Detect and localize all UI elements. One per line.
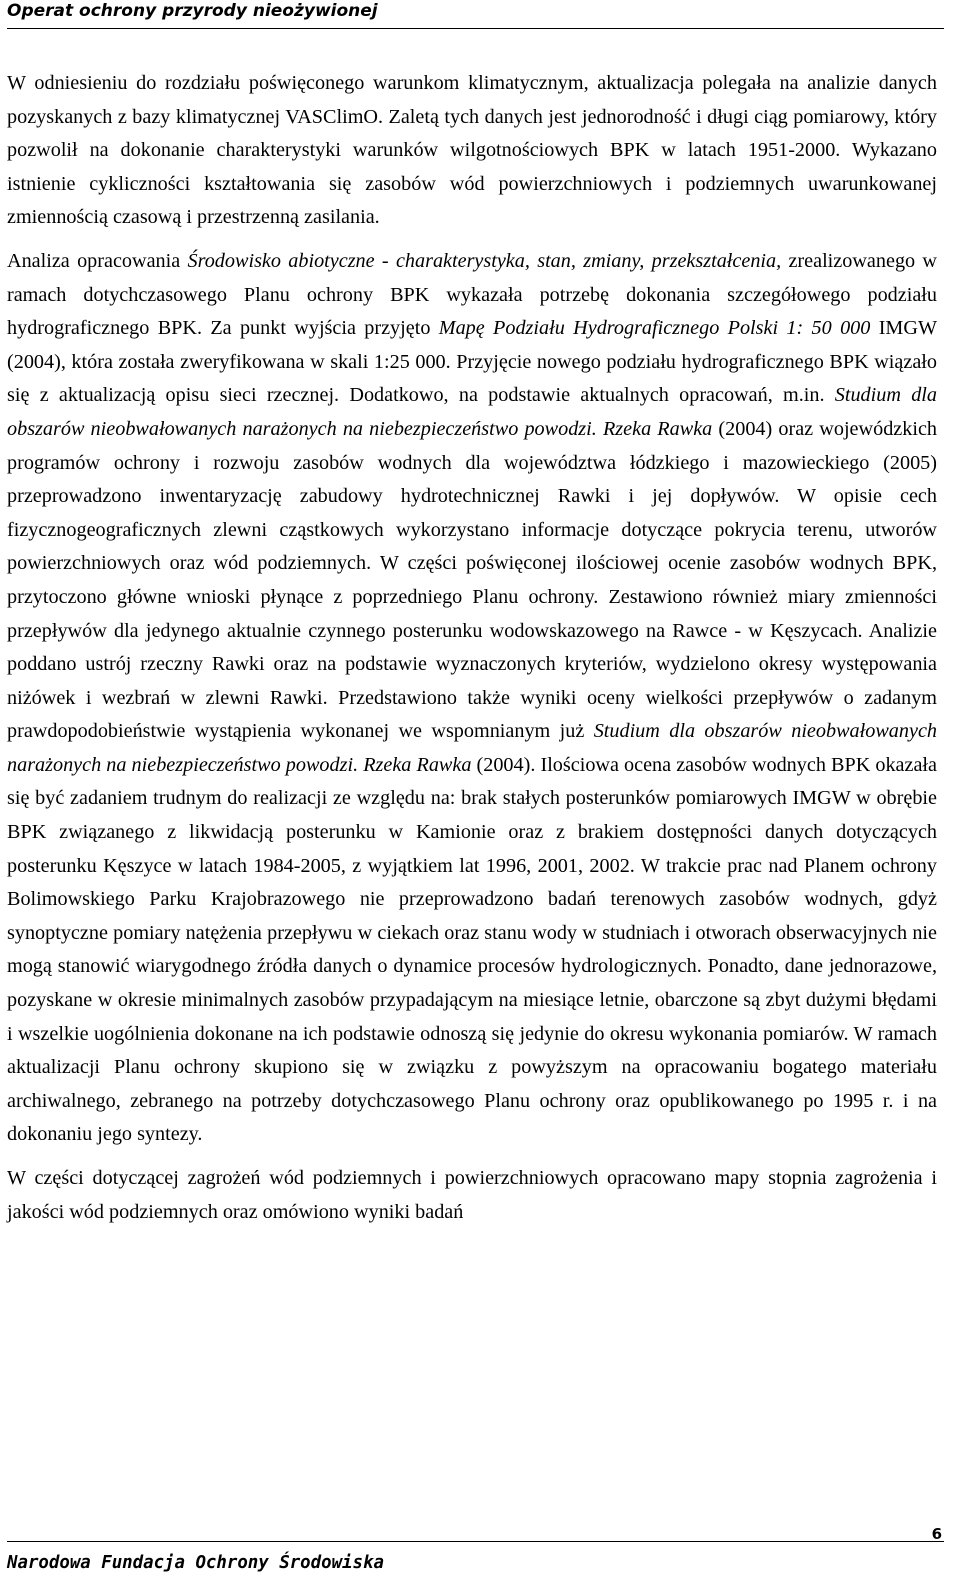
text-run: (2004) oraz wojewódzkich programów ochrony i rozwoju zasobów wodnych dla województwa łódzkiego i mazowieckiego (2005) przeprowadzono inwentaryzację zabudowy hydrotechnicznej Rawki i jej dopływów. W opisie cech fizycznogeograficznych zlewni cząstkowych wykorzystano informacje dotyczące pokrycia terenu, utworów powierzchniowych oraz wód podziemnych. W części poświęconej ilościowej ocenie zasobów wodnych BPK, przytoczono główne wnioski płynące z poprzedniego Planu ochrony. Zestawiono również miary zmienności przepływów dla jedynego aktualnie czynnego posterunku wodowskazowego na Rawce - w Kęszycach. Analizie poddano ustrój rzeczny Rawki oraz na podstawie wyznaczonych kryteriów, wydzielono okresy występowania niżówek i wezbrań w zlewni Rawki. Przedstawiono także wyniki oceny wielkości przepływów o zadanym prawdopodobieństwie wystąpienia wykonanej we wspomnianym już xyxy=(7,417,938,743)
page-number: 6 xyxy=(931,1525,942,1543)
italic-title-run: Mapę Podziału Hydrograficznego Polski 1: 50 000 xyxy=(438,317,871,340)
italic-title-run: Studium dla obszarów nieobwałowanych narażonych na niebezpieczeństwo powodzi. Rzeka Rawka xyxy=(7,384,937,440)
header-title: Operat ochrony przyrody nieożywionej xyxy=(7,1,378,21)
text-run: (2004). Ilościowa ocena zasobów wodnych BPK okazała się być zadaniem trudnym do realizacji ze względu na: brak stałych posterunków pomiarowych IMGW w obrębie BPK związanego z likwidacją posterunku w Kamionie oraz z brakiem dostępności danych dotyczących posterunku Kęszyce w latach 1984-2005, z wyjątkiem lat 1996, 2001, 2002. W trakcie prac nad Planem ochrony Bolimowskiego Parku Krajobrazowego nie przeprowadzono badań terenowych zasobów wodnych, gdyż synoptyczne pomiary natężenia przepływu w ciekach oraz stanu wody w studniach i otworach obserwacyjnych nie mogą stanowić wiarygodnego źródła danych o dynamice procesów hydrologicznych. Ponadto, dane jednorazowe, pozyskane w okresie minimalnych zasobów przypadającym na miesiące letnie, obarczone są zbyt dużymi błędami i wszelkie uogólnienia dokonane na ich podstawie odnoszą się jedynie do okresu wykonania pomiarów. W ramach aktualizacji Planu ochrony skupiono się w związku z powyższym na opracowaniu bogatego materiału archiwalnego, zebranego na potrzeby dotychczasowego Planu ochrony oraz opublikowanego po 1995 r. i na dokonaniu jego syntezy. xyxy=(7,753,937,1146)
italic-title-run: Środowisko abiotyczne - charakterystyka, stan, zmiany, przekształcenia, xyxy=(187,249,782,272)
paragraph-3 xyxy=(7,1162,937,1229)
footer-divider xyxy=(7,1541,944,1542)
text-run: zrealizowanego w ramach dotychczasowego Planu ochrony BPK wykazała potrzebę dokonania szczegółowego podziału hydrograficznego BPK. Za punkt wyjścia przyjęto xyxy=(7,249,938,340)
text-run: W części dotyczącej zagrożeń wód podziemnych i powierzchniowych opracowano mapy stopnia zagrożenia i jakości wód podziemnych oraz omówiono wyniki badań xyxy=(7,1167,937,1223)
text-run: IMGW (2004), która została zweryfikowana w skali 1:25 000. Przyjęcie nowego podziału hydrograficznego BPK wiązało się z aktualizacją opisu sieci rzecznej. Dodatkowo, na podstawie aktualnych opracowań, m.in. xyxy=(7,317,937,407)
document-body xyxy=(7,67,937,1229)
text-run: Analiza opracowania xyxy=(7,249,188,272)
italic-title-run: Studium dla obszarów nieobwałowanych narażonych na niebezpieczeństwo powodzi. Rzeka Rawka xyxy=(7,720,937,776)
paragraph-1 xyxy=(7,67,937,235)
footer-organization: Narodowa Fundacja Ochrony Środowiska xyxy=(7,1553,384,1573)
text-run: W odniesieniu do rozdziału poświęconego warunkom klimatycznym, aktualizacja polegała na analizie danych pozyskanych z bazy klimatycznej VASClimO. Zaletą tych danych jest jednorodność i długi ciąg pomiarowy, który pozwolił na dokonanie charakterystyki warunków wilgotnościowych BPK w latach 1951-2000. Wykazano istnienie cykliczności kształtowania się zasobów wód powierzchniowych i podziemnych uwarunkowanej zmiennością czasową i przestrzenną zasilania. xyxy=(7,72,937,229)
page-header xyxy=(7,0,944,29)
paragraph-2 xyxy=(7,245,937,1152)
